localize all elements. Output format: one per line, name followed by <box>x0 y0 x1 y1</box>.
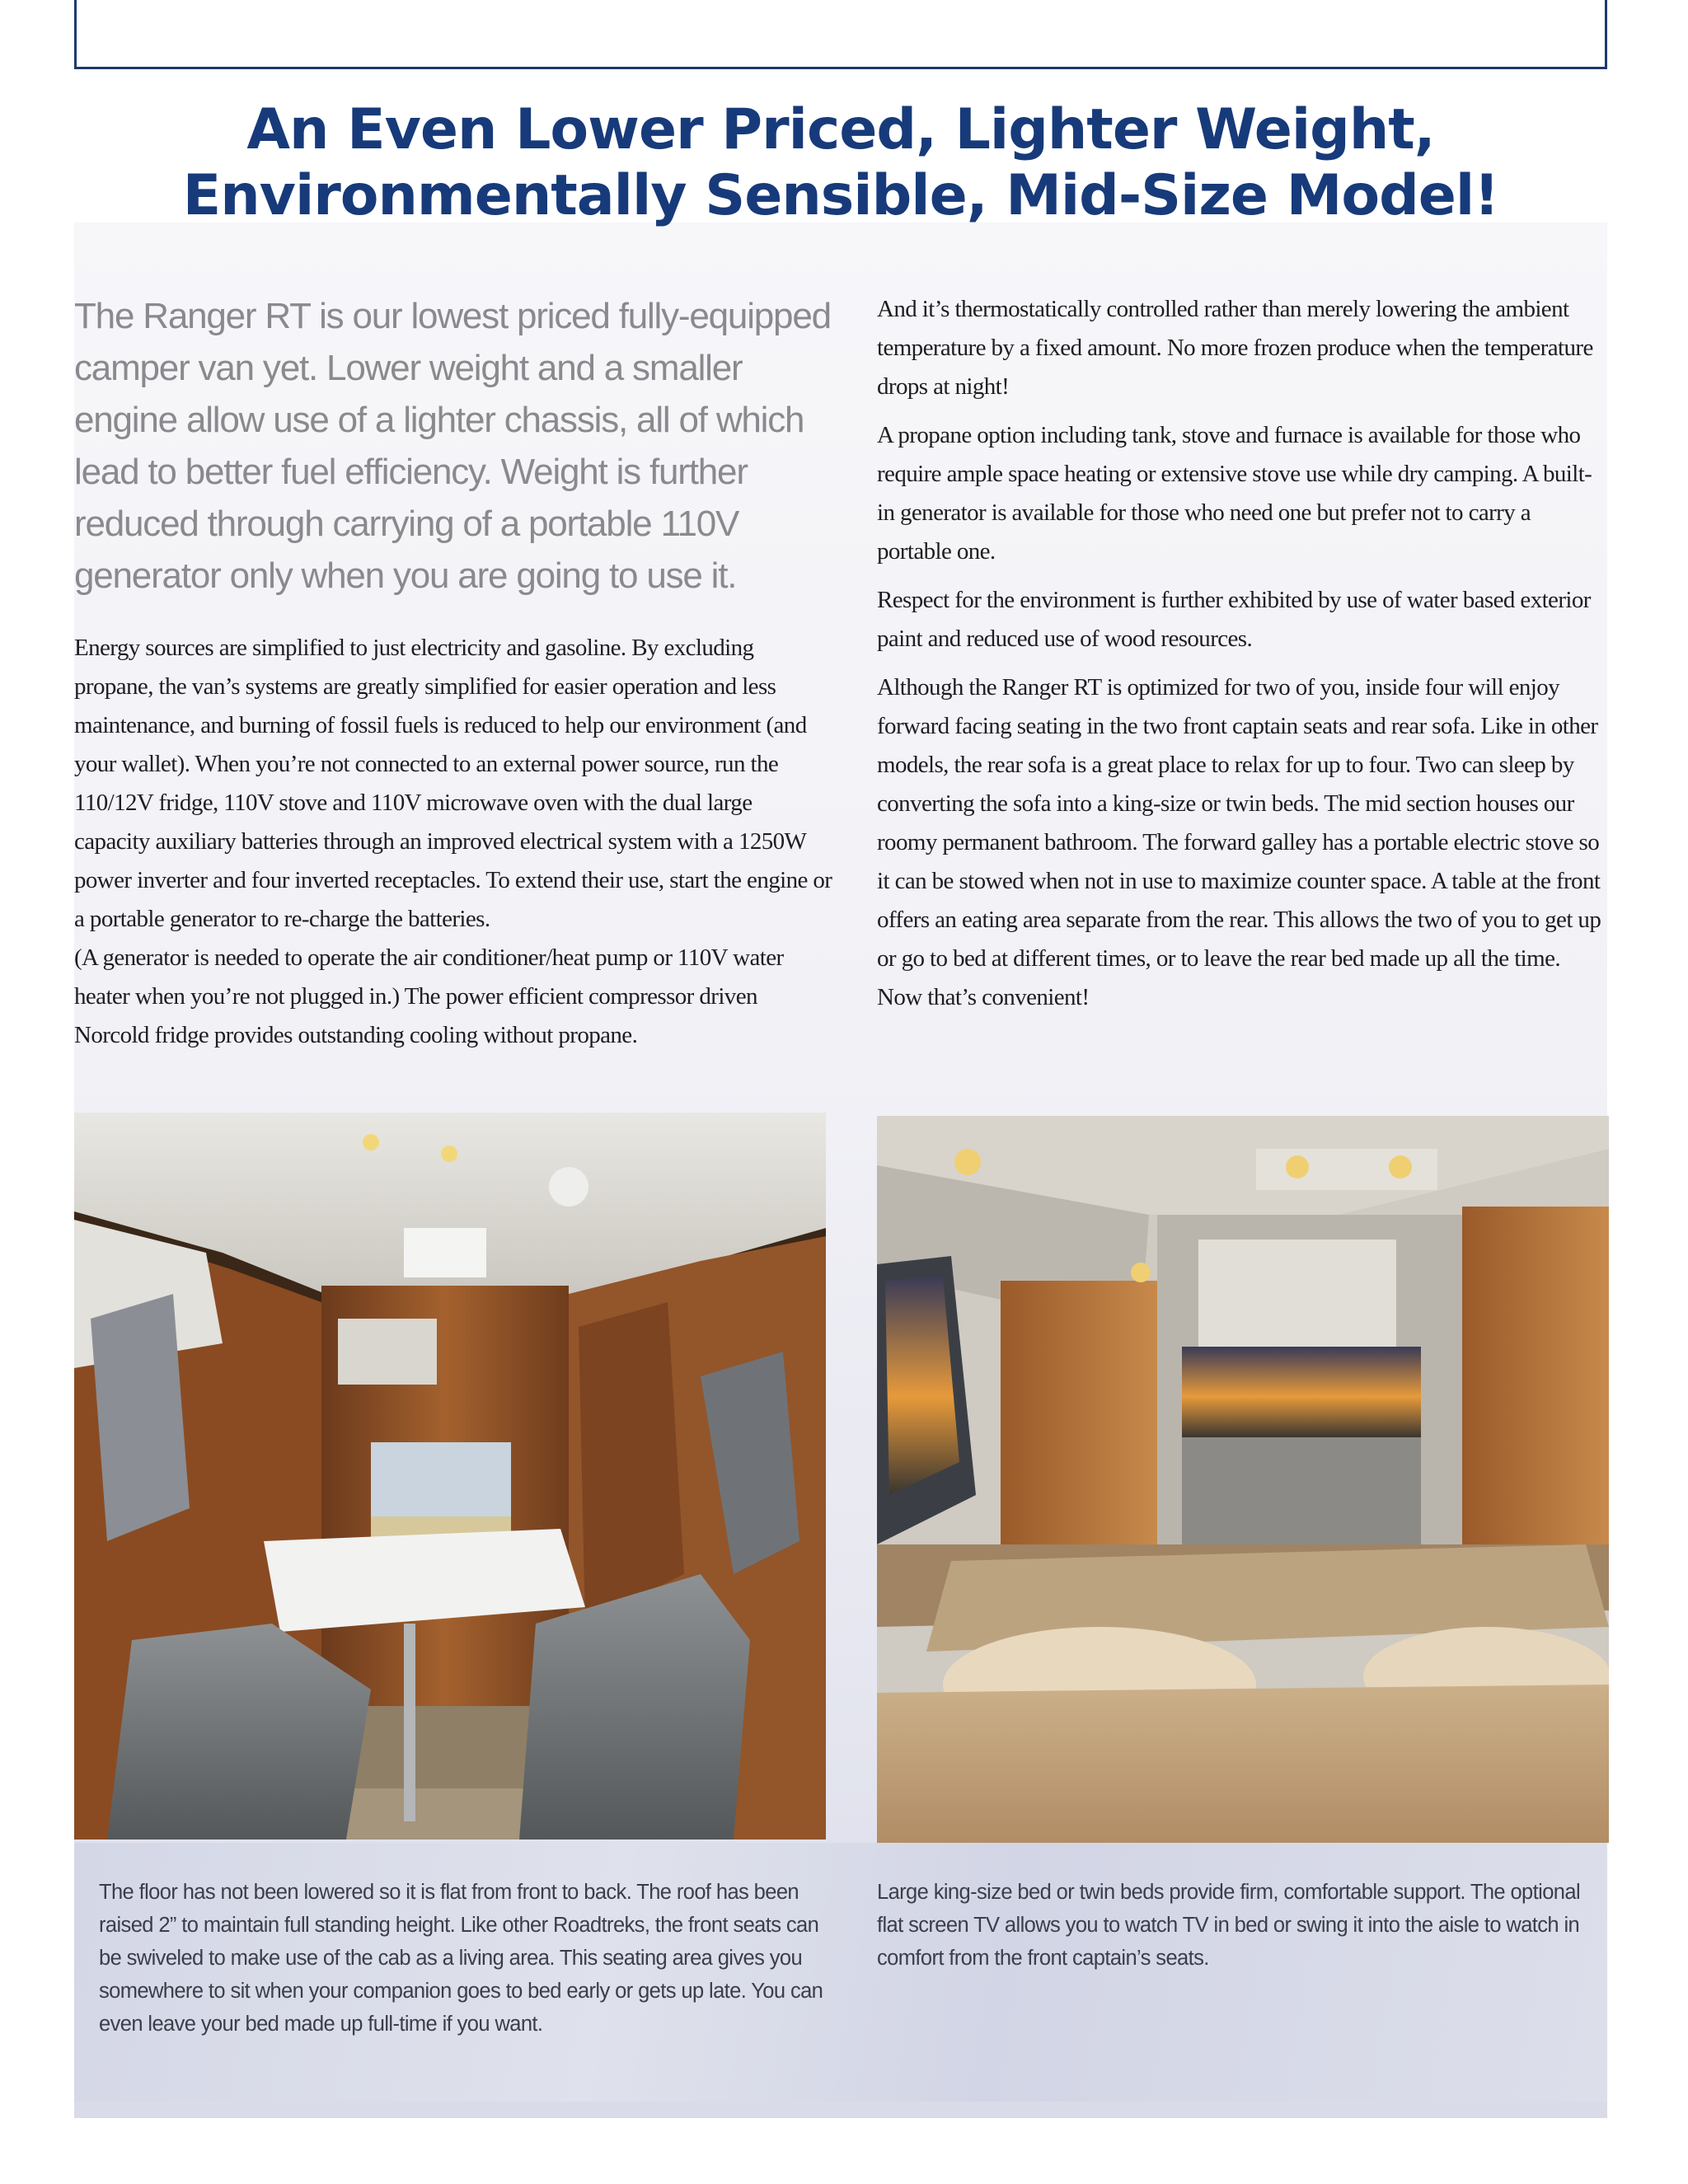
right-body-column <box>877 290 1609 1027</box>
top-frame-box <box>74 0 1607 69</box>
right-paragraph-3: Respect for the environment is further exhibited by use of water based exterior paint and reduced use of wood resources. <box>877 587 1591 652</box>
headline-line-2: Environmentally Sensible, Mid-Size Model! <box>182 163 1499 228</box>
right-paragraph-4: Although the Ranger RT is optimized for two of you, inside four will enjoy forward facing seating in the two front captain seats and rear sofa. Like in other models, the rear sofa is a great place to relax for up to four. Two can sleep by converting the sofa into a king-size or twin beds. The mid section houses our roomy permanent bathroom. The forward galley has a portable electric stove so it can be stowed when not in use to maximize counter space. A table at the front offers an eating area separate from the rear. This allows the two of you to get up or go to bed at different times, or to leave the rear bed made up all the time. Now that’s convenient! <box>877 674 1601 1010</box>
left-body-column <box>74 629 832 1055</box>
headline <box>74 97 1607 229</box>
caption-right: Large king-size bed or twin beds provide firm, comfortable support. The optional flat screen TV allows you to watch TV in bed or swing it into the aisle to watch in comfort from the front captain’s seats. <box>877 1881 1581 1970</box>
interior-front-photo <box>74 1113 826 1840</box>
interior-bed-photo <box>877 1116 1609 1843</box>
caption-left: The floor has not been lowered so it is flat from front to back. The roof has been raised 2” to maintain full standing height. Like other Roadtreks, the front seats can be swiveled to make use of the cab as a living area. This seating area gives you somewhere to sit when your companion goes to bed early or gets up late. You can even leave your bed made up full-time if you want. <box>99 1881 823 2036</box>
left-paragraph-1: Energy sources are simplified to just electricity and gasoline. By excluding propane, the van’s systems are greatly simplified for easier operation and less maintenance, and burning of fossil fuels is reduced to help our environment (and your wallet). When you’re not connected to an external power source, run the 110/12V fridge, 110V stove and 110V microwave oven with the dual large capacity auxiliary batteries through an improved electrical system with a 1250W power inverter and four inverted receptacles. To extend their use, start the engine or a portable generator to re-charge the batteries. <box>74 635 832 932</box>
left-paragraph-2: (A generator is needed to operate the air conditioner/heat pump or 110V water heater when you’re not plugged in.) The power efficient compressor driven Norcold fridge provides outstanding cooling without propane. <box>74 944 784 1048</box>
right-paragraph-1: And it’s thermostatically controlled rather than merely lowering the ambient temperature by a fixed amount. No more frozen produce when the temperature drops at night! <box>877 296 1593 400</box>
lead-paragraph: The Ranger RT is our lowest priced fully-equipped camper van yet. Lower weight and a smaller engine allow use of a lighter chassis, all of which lead to better fuel efficiency. Weight is further reduced through carrying of a portable 110V generator only when you are going to use it. <box>74 296 831 596</box>
headline-line-1: An Even Lower Priced, Lighter Weight, <box>246 97 1435 162</box>
right-paragraph-2: A propane option including tank, stove and furnace is available for those who require ample space heating or extensive stove use while dry camping. A built-in generator is available for those who need one but prefer not to carry a portable one. <box>877 422 1592 565</box>
